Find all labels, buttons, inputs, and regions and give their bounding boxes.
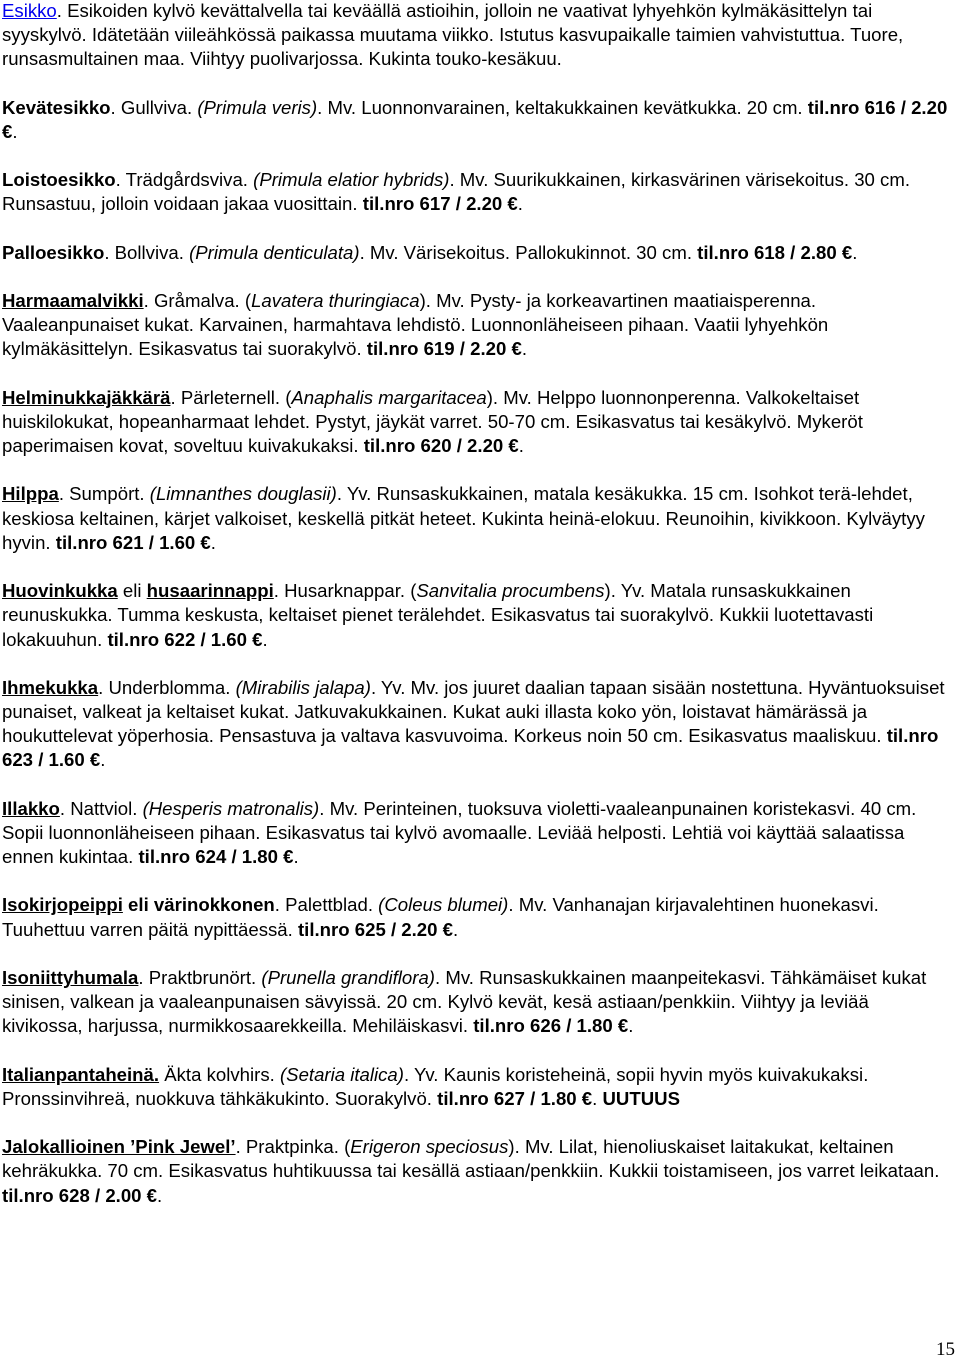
plant-name: Harmaamalvikki <box>2 290 144 311</box>
order-number: til.nro 623 / 1.60 € <box>2 725 939 771</box>
plant-name: Helminukkajäkkärä <box>2 386 171 408</box>
entry-text: . Praktpinka. ( <box>235 1136 351 1158</box>
order-number: til.nro 627 / 1.80 € <box>437 1087 593 1109</box>
latin-name: Erigeron speciosus <box>350 1136 509 1158</box>
entry-text: . <box>262 628 268 650</box>
plant-name-link[interactable]: Esikko <box>2 0 57 21</box>
order-number: til.nro 620 / 2.20 € <box>363 435 519 457</box>
plant-entry-esikko <box>2 0 954 72</box>
plant-name: Huovinkukka <box>2 580 118 602</box>
entry-text: . Trädgårdsviva. <box>115 169 254 191</box>
entry-text: . Yv. Mv. jos juuret daalian tapaan sisään nostettuna. Hyväntuoksuiset punaiset, valkeat ja keltaiset kukat. Jatkuvakukkainen. Kukat auki illasta koko yön, loistavat hämärässä ja houkuttelevat yöperhosia. Pensastuva ja valtava kasvuvoima. Korkeus noin 50 cm. Esikasvatus maaliskuu. <box>2 676 945 747</box>
order-number: til.nro 616 / 2.20 € <box>2 96 948 142</box>
entry-text: eli <box>117 580 147 602</box>
entry-text: ). Mv. Helppo luonnonperenna. Valkokeltaiset huiskilokukat, hopeanharmaat lehdet. Pystyt, jäykät varret. 50-70 cm. Esikasvatus tai kesäkylvö. Mykeröt paperimaisen kovat, soveltuu kuivakukaksi. <box>2 386 863 457</box>
entry-text: . Mv. Luonnonvarainen, keltakukkainen kevätkukka. 20 cm. <box>317 96 808 118</box>
latin-name: (Limnanthes douglasii) <box>149 483 337 505</box>
entry-text: . Mv. Perinteinen, tuoksuva violetti-vaaleanpunainen koristekasvi. 40 cm. Sopii luonnonläheiseen pihaan. Esikasvatus tai kylvö avomaalle. Leviää helposti. Lehtiä voi käyttää salaatissa ennen kukintaa. <box>2 797 917 868</box>
entry-text: . <box>210 531 216 553</box>
latin-name: Lavatera thuringiaca <box>251 290 420 311</box>
order-number: til.nro 625 / 2.20 € <box>297 918 453 940</box>
entry-text: . <box>100 749 106 771</box>
latin-name: (Hesperis matronalis) <box>142 797 320 819</box>
plant-name: Ihmekukka <box>2 676 99 698</box>
plant-name: Jalokallioinen ’Pink Jewel’ <box>2 1136 236 1158</box>
plant-name: Kevätesikko <box>2 96 111 118</box>
plant-name: Illakko <box>2 797 60 819</box>
entry-text: . Mv. Vanhanajan kirjavalehtinen huonekasvi. Tuuhettuu varren päitä nypittäessä. <box>2 894 879 940</box>
entry-text: . Esikoiden kylvö kevättalvella tai keväällä astioihin, jolloin ne vaativat lyhyehkön kylmäkäsittelyn tai syyskylvö. Idätetään viileähkössä paikassa muutama viikko. Istutus kasvupaikalle taimien vahvistuttua. Tuore, runsasmultainen maa. Viihtyy puolivarjossa. Kukinta touko-kesäkuu. <box>2 0 904 70</box>
plant-name: Loistoesikko <box>2 169 116 191</box>
entry-text: . Mv. Värisekoitus. Pallokukinnot. 30 cm. <box>359 241 698 263</box>
plant-name: Hilppa <box>2 483 59 505</box>
plant-entry-jalokallioinen <box>2 1135 954 1208</box>
entry-text: Äkta kolvhirs. <box>159 1063 280 1085</box>
entry-text: ). Mv. Pysty- ja korkeavartinen maatiaisperenna. Vaaleanpunaiset kukat. Karvainen, harmahtava lehdistö. Luonnonläheiseen pihaan. Vaatii lyhyehkön kylmäkäsittelyn. Esikasvatus tai suorakylvö. <box>2 290 829 360</box>
entry-text: . Underblomma. <box>98 676 236 698</box>
latin-name: Anaphalis margaritacea <box>291 386 487 408</box>
order-number: til.nro 628 / 2.00 € <box>2 1184 158 1206</box>
order-number: til.nro 621 / 1.60 € <box>55 531 211 553</box>
plant-name: Isokirjopeippi <box>2 894 123 916</box>
plant-entry-isokirjopeippi <box>2 893 954 941</box>
seed-catalog-entries <box>2 0 954 1232</box>
latin-name: (Setaria italica) <box>279 1063 404 1085</box>
plant-entry-ihmekukka <box>2 676 954 773</box>
plant-name: Italianpantaheinä. <box>2 1063 160 1085</box>
entry-text: . <box>517 193 523 215</box>
plant-name: UUTUUS <box>602 1087 680 1109</box>
entry-text: . Gullviva. <box>110 96 198 118</box>
entry-text: . Yv. Runsaskukkainen, matala kesäkukka. 15 cm. Isohkot terä-lehdet, keskiosa keltainen, kärjet valkoiset, keskellä pitkät heteet. Kukinta heinä-elokuu. Reunoihin, kivikkoon. Kylväytyy hyvin. <box>2 483 925 553</box>
entry-text: . <box>293 846 299 868</box>
order-number: til.nro 626 / 1.80 € <box>473 1015 629 1037</box>
page-number: 15 <box>936 1339 955 1360</box>
entry-text: . Mv. Runsaskukkainen maanpeitekasvi. Tähkämäiset kukat sinisen, valkean ja vaaleanpunaisen sävyissä. 20 cm. Kylvö kevät, kesä astiaan/penkkiin. Viihtyy ja leviää kivikossa, harjussa, nurmikkosaarekkeilla. Mehiläiskasvi. <box>2 966 927 1037</box>
plant-name: eli värinokkonen <box>122 894 275 916</box>
latin-name: (Mirabilis jalapa) <box>235 676 371 698</box>
plant-entry-loistoesikko <box>2 168 954 216</box>
plant-entry-helminukkajakkara <box>2 386 954 459</box>
entry-text: ). Yv. Matala runsaskukkainen reunuskukka. Tumma keskusta, keltaiset pienet terälehdet. Esikasvatus tai suorakylvö. Kukkii luotettavasti lokakuuhun. <box>2 580 874 650</box>
plant-name: Palloesikko <box>2 241 105 263</box>
latin-name: (Primula elatior hybrids) <box>253 169 450 191</box>
plant-entry-hilppa <box>2 482 954 555</box>
plant-entry-kevatesikko <box>2 96 954 144</box>
entry-text: . Praktbrunört. <box>138 966 262 988</box>
latin-name: (Coleus blumei) <box>378 894 509 916</box>
entry-text: . <box>453 918 459 940</box>
order-number: til.nro 622 / 1.60 € <box>107 628 263 650</box>
entry-text: . Yv. Kaunis koristeheinä, sopii hyvin myös kuivakukaksi. Pronssinvihreä, nuokkuva tähkäkukinto. Suorakylvö. <box>2 1063 869 1109</box>
plant-entry-huovinkukka <box>2 579 954 652</box>
entry-text: . Mv. Suurikukkainen, kirkasvärinen värisekoitus. 30 cm. Runsastuu, jolloin voidaan jakaa vuosittain. <box>2 169 910 215</box>
entry-text: . <box>521 338 527 360</box>
entry-text: . <box>518 435 524 457</box>
entry-text: . Sumpört. <box>58 483 150 505</box>
entry-text: . <box>157 1184 163 1206</box>
plant-entry-harmaamalvikki <box>2 289 954 362</box>
order-number: til.nro 617 / 2.20 € <box>362 193 518 215</box>
plant-entry-italianpantaheina <box>2 1063 954 1111</box>
order-number: til.nro 624 / 1.80 € <box>138 846 294 868</box>
order-number: til.nro 619 / 2.20 € <box>366 338 522 360</box>
entry-text: . Pärleternell. ( <box>170 386 292 408</box>
latin-name: (Prunella grandiflora) <box>261 966 436 988</box>
order-number: til.nro 618 / 2.80 € <box>697 241 853 263</box>
latin-name: (Primula veris) <box>197 96 318 118</box>
latin-name: (Primula denticulata) <box>189 241 360 263</box>
entry-text: . Gråmalva. ( <box>143 290 252 311</box>
entry-text: . Palettblad. <box>274 894 379 916</box>
plant-entry-illakko <box>2 797 954 870</box>
entry-text: . <box>592 1087 603 1109</box>
entry-text: . <box>628 1015 634 1037</box>
plant-entry-isoniittyhumala <box>2 966 954 1039</box>
entry-text: . <box>12 120 18 142</box>
plant-name: husaarinnappi <box>146 580 274 602</box>
entry-text: . Nattviol. <box>59 797 143 819</box>
plant-entry-palloesikko <box>2 241 954 265</box>
latin-name: Sanvitalia procumbens <box>416 580 605 602</box>
entry-text: . <box>852 241 858 263</box>
entry-text: . Husarknappar. ( <box>273 580 417 602</box>
entry-text: . Bollviva. <box>104 241 190 263</box>
plant-name: Isoniittyhumala <box>2 966 139 988</box>
entry-text: ). Mv. Lilat, hienoliuskaiset laitakukat, keltainen kehräkukka. 70 cm. Esikasvatus huhtikuussa tai kesällä astiaan/penkkiin. Kukkii toistamiseen, jos varret leikataan. <box>2 1136 940 1182</box>
